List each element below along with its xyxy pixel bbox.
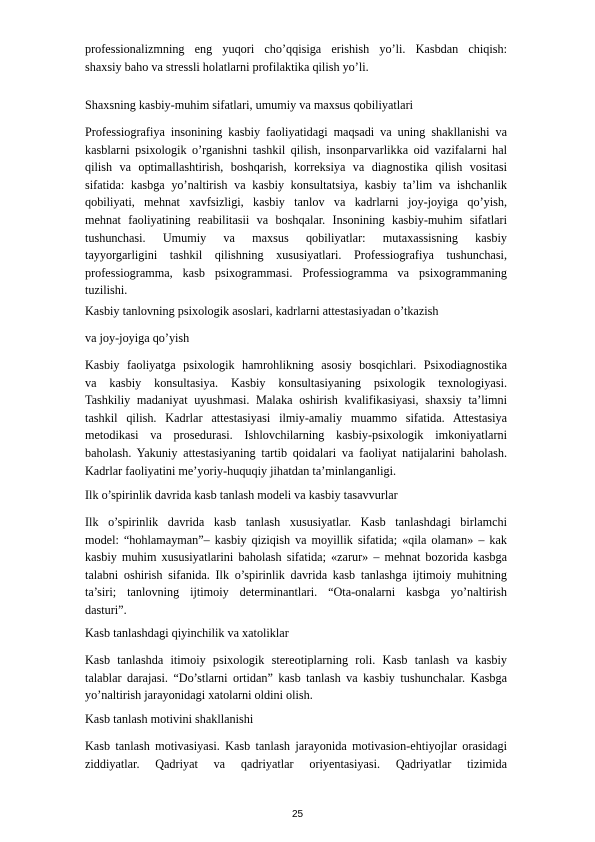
paragraph-block <box>85 97 507 115</box>
text-line: mehnat faoliyatining reabilitasii va boshqalar. Insonining kasbiy-muhim sifatlari <box>85 212 507 227</box>
text-line: model: “hohlamayman”– kasbiy qiziqish va moyillik sifatida; «qila olaman» – kak <box>85 532 507 547</box>
paragraph-block <box>85 330 507 348</box>
text-line: ziddiyatlar. Qadriyat va qadriyatlar oriyentasiyasi. Qadriyatlar tizimida <box>85 756 507 771</box>
text-line: dasturi”. <box>85 602 127 617</box>
paragraph-block <box>85 487 507 505</box>
text-line: Kadrlar faoliyatini me’yoriy-huquqiy jihatdan ta’minlanganligi. <box>85 463 397 478</box>
paragraph-block <box>85 124 507 300</box>
text-line: Kasb tanlash motivini shakllanishi <box>85 712 254 726</box>
paragraph-block <box>85 711 507 729</box>
paragraph-block <box>85 514 507 620</box>
text-line: metodikasi va prosedurasi. Ishlovchilarning kasbiy-psixologik imkoniyatlarni <box>85 428 507 443</box>
text-line: tuzilishi. <box>85 283 128 298</box>
text-line: Kasb tanlashda itimoiy psixologik stereotiplarning roli. Kasb tanlash va kasbiy <box>85 653 507 667</box>
text-line: kasblarni psixologik o’rganishni tashkil qilish, insonparvarlikka oid vazifalarni hal <box>85 142 507 157</box>
text-line: qilish va optimallashtirish, boshqarish, korreksiya va diagnostika qilish vositasi <box>85 160 507 175</box>
paragraph-block <box>85 625 507 643</box>
text-line: ta’siri; tanlovning ijtimoiy determinantlari. “Ota-onalarni kasbga yo’naltirish <box>85 585 507 600</box>
text-line: baholash. Yakuniy attestasiyaning tartib qoidalari va faoliyat natijalarini baholash. <box>85 445 507 460</box>
text-line: professiogramma, kasb psixogrammasi. Professiogramma va psixogrammaning <box>85 265 507 280</box>
text-line: yo’naltirish jarayonidagi xatolarni oldini olish. <box>85 688 313 703</box>
text-line: Ilk o’spirinlik davrida kasb tanlash xususiyatlar. Kasb tanlashdagi birlamchi <box>85 515 507 529</box>
text-line: Shaxsning kasbiy-muhim sifatlari, umumiy va maxsus qobiliyatlari <box>85 98 414 112</box>
text-line: professionalizmning eng yuqori cho’qqisiga erishish yo’li. Kasbdan chiqish: <box>85 42 507 56</box>
text-line: tashkil qilish. Kadrlar attestasiyasi ilmiy-amaliy muammo sifatida. Attestasiya <box>85 410 507 425</box>
paragraph-block <box>85 738 507 773</box>
text-line: va kasbiy konsultasiya. Kasbiy konsultasiyaning psixologik texnologiyasi. <box>85 375 507 390</box>
text-line: Professiografiya insonining kasbiy faoliyatidagi maqsadi va uning shakllanishi va <box>85 125 507 139</box>
text-line: Tashkiliy madaniyat uyushmasi. Malaka oshirish kvalifikasiyasi, shaxsiy ta’limni <box>85 393 507 408</box>
text-line: Kasb tanlashdagi qiyinchilik va xatoliklar <box>85 626 289 640</box>
text-line: tayyorgarligini tashkil qilishning xususiyatlari. Professiografiya tushunchasi, <box>85 248 507 263</box>
text-line: Kasbiy faoliyatga psixologik hamrohlikning asosiy bosqichlari. Psixodiagnostika <box>85 358 507 372</box>
text-line: talabni oshirish sifanida. Ilk o’spirinlik davrida kasb tanlashga ijtimoiy muhitning <box>85 567 507 582</box>
paragraph-block <box>85 652 507 705</box>
text-line: qobiliyati, mehnat xavfsizligi, kasbiy tanlov va kadrlarni joy-joyiga qo’yish, <box>85 195 507 210</box>
page-number: 25 <box>291 809 304 820</box>
text-line: sifatida: kasbga yo’naltirish va kasbiy konsultatsiya, kasbiy ta’lim va ishchanlik <box>85 177 507 192</box>
text-line: shaxsiy baho va stressli holatlarni profilaktika qilish yo’li. <box>85 59 369 74</box>
paragraph-block <box>85 303 507 321</box>
text-line: va joy-joyiga qo’yish <box>85 331 190 345</box>
paragraph-block <box>85 41 507 76</box>
paragraph-block <box>85 357 507 480</box>
text-line: Kasbiy tanlovning psixologik asoslari, kadrlarni attestasiyadan o’tkazish <box>85 304 439 318</box>
text-line: Ilk o’spirinlik davrida kasb tanlash modeli va kasbiy tasavvurlar <box>85 488 398 502</box>
text-line: Kasb tanlash motivasiyasi. Kasb tanlash jarayonida motivasion-ehtiyojlar orasidagi <box>85 739 507 753</box>
text-line: tushunchasi. Umumiy va maxsus qobiliyatlar: mutaxassisning kasbiy <box>85 230 507 245</box>
text-line: kasbiy muhim xususiyatlarini baholash sifatida; «zarur» – mehnat bozorida kasbga <box>85 550 507 565</box>
text-line: talablar darajasi. “Do’stlarni ortidan” kasb tanlash va kasbiy tushunchalar. Kasbga <box>85 670 507 685</box>
